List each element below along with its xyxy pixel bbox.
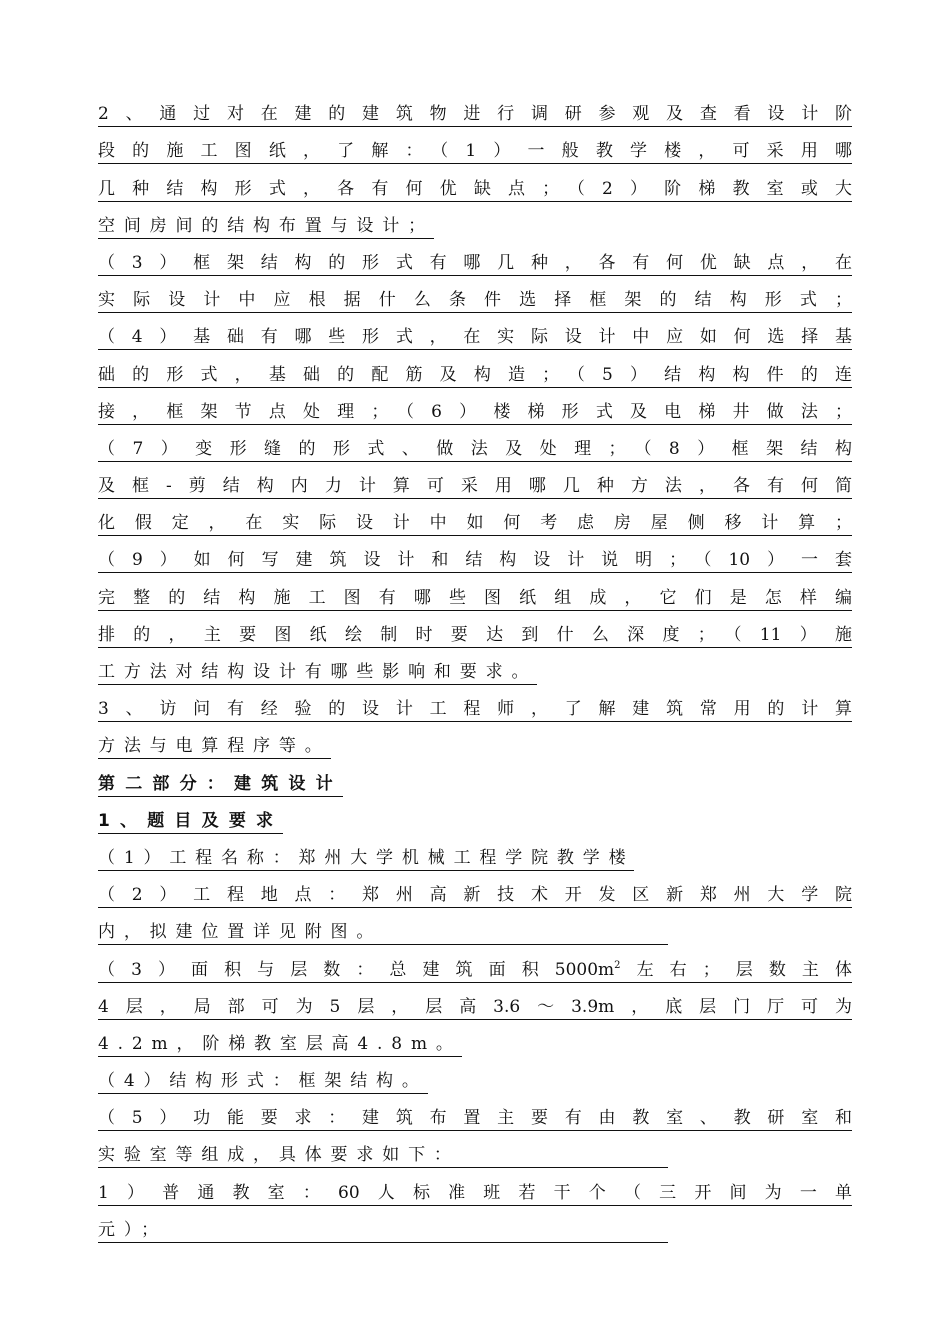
text-line (98, 1024, 852, 1061)
text-line-content: （4）基础有哪些形式，在实际设计中应如何选择基 (98, 327, 852, 350)
text-line-content: （3）框架结构的形式有哪几种，各有何优缺点，在 (98, 253, 852, 276)
text-line-content: 实际设计中应根据什么条件选择框架的结构形式； (98, 290, 852, 313)
text-line-content: 3、访问有经验的设计工程师，了解建筑常用的计算 (98, 699, 852, 722)
text-line (98, 466, 852, 503)
text-line-content: 段的施工图纸，了解：（1）一般教学楼，可采用哪 (98, 141, 852, 164)
text-line-content: （1）工程名称：郑州大学机械工程学院教学楼 (98, 848, 634, 871)
text-line (98, 949, 852, 986)
text-line (98, 577, 852, 614)
text-line (98, 94, 852, 131)
text-line-content: （9）如何写建筑设计和结构设计说明；（10）一套 (98, 550, 852, 573)
text-line-content: 2、通过对在建的建筑物进行调研参观及查看设计阶 (98, 104, 852, 127)
text-line-content: 1、题目及要求 (98, 811, 283, 834)
text-fragment: 左右；层数主体 (620, 959, 853, 980)
text-line-content: 元）； (98, 1220, 668, 1243)
document-body (98, 94, 852, 1247)
text-line (98, 987, 852, 1024)
text-line (98, 317, 852, 354)
text-line-content: 内，拟建位置详见附图。 (98, 922, 668, 945)
text-line-content: 几种结构形式，各有何优缺点；（2）阶梯教室或大 (98, 179, 852, 202)
text-line (98, 615, 852, 652)
text-line-content: 化假定，在实际设计中如何考虑房屋侧移计算； (98, 513, 852, 536)
text-line-content: 第二部分：建筑设计 (98, 774, 343, 797)
text-line-content: 完整的结构施工图有哪些图纸组成，它们是怎样编 (98, 588, 852, 611)
text-line (98, 168, 852, 205)
section-heading (98, 763, 852, 800)
text-fragment: （3）面积与层数：总建筑面积5000m (98, 959, 615, 980)
text-line (98, 206, 852, 243)
text-line-content: （7）变形缝的形式、做法及处理；（8）框架结构 (98, 439, 852, 462)
text-line (98, 131, 852, 168)
text-line (98, 838, 852, 875)
text-line (98, 1210, 852, 1247)
text-line-content: （5）功能要求：建筑布置主要有由教室、教研室和 (98, 1108, 852, 1131)
text-line (98, 652, 852, 689)
text-line (98, 243, 852, 280)
text-line (98, 1172, 852, 1209)
text-line (98, 540, 852, 577)
text-line (98, 503, 852, 540)
text-line-content: （2）工程地点：郑州高新技术开发区新郑州大学院 (98, 885, 852, 908)
text-line-content: 础的形式，基础的配筋及构造；（5）结构构件的连 (98, 365, 852, 388)
text-line-content: 工方法对结构设计有哪些影响和要求。 (98, 662, 537, 685)
text-line-content: 4层，局部可为5层，层高3.6～3.9m，底层门厅可为 (98, 997, 852, 1020)
text-line-content: 1）普通教室：60人标准班若干个（三开间为一单 (98, 1183, 852, 1206)
text-line-content: 排的，主要图纸绘制时要达到什么深度；（11）施 (98, 625, 852, 648)
text-line-content: 方法与电算程序等。 (98, 736, 331, 759)
text-line-content: （4）结构形式：框架结构。 (98, 1071, 428, 1094)
text-line-content: 4.2m，阶梯教室层高4.8m。 (98, 1034, 462, 1057)
text-line-content: 空间房间的结构布置与设计； (98, 216, 434, 239)
text-line (98, 1135, 852, 1172)
text-line-content (98, 960, 852, 983)
text-line-content: 及框-剪结构内力计算可采用哪几种方法，各有何简 (98, 476, 852, 499)
text-line (98, 726, 852, 763)
text-line (98, 689, 852, 726)
text-line (98, 912, 852, 949)
text-line (98, 392, 852, 429)
section-heading (98, 801, 852, 838)
text-line (98, 875, 852, 912)
text-line (98, 280, 852, 317)
text-line (98, 354, 852, 391)
superscript: 2 (614, 959, 621, 971)
text-line-content: 接，框架节点处理；（6）楼梯形式及电梯井做法； (98, 402, 852, 425)
text-line (98, 1061, 852, 1098)
text-line (98, 429, 852, 466)
text-line-content: 实验室等组成，具体要求如下： (98, 1145, 668, 1168)
text-line (98, 1098, 852, 1135)
